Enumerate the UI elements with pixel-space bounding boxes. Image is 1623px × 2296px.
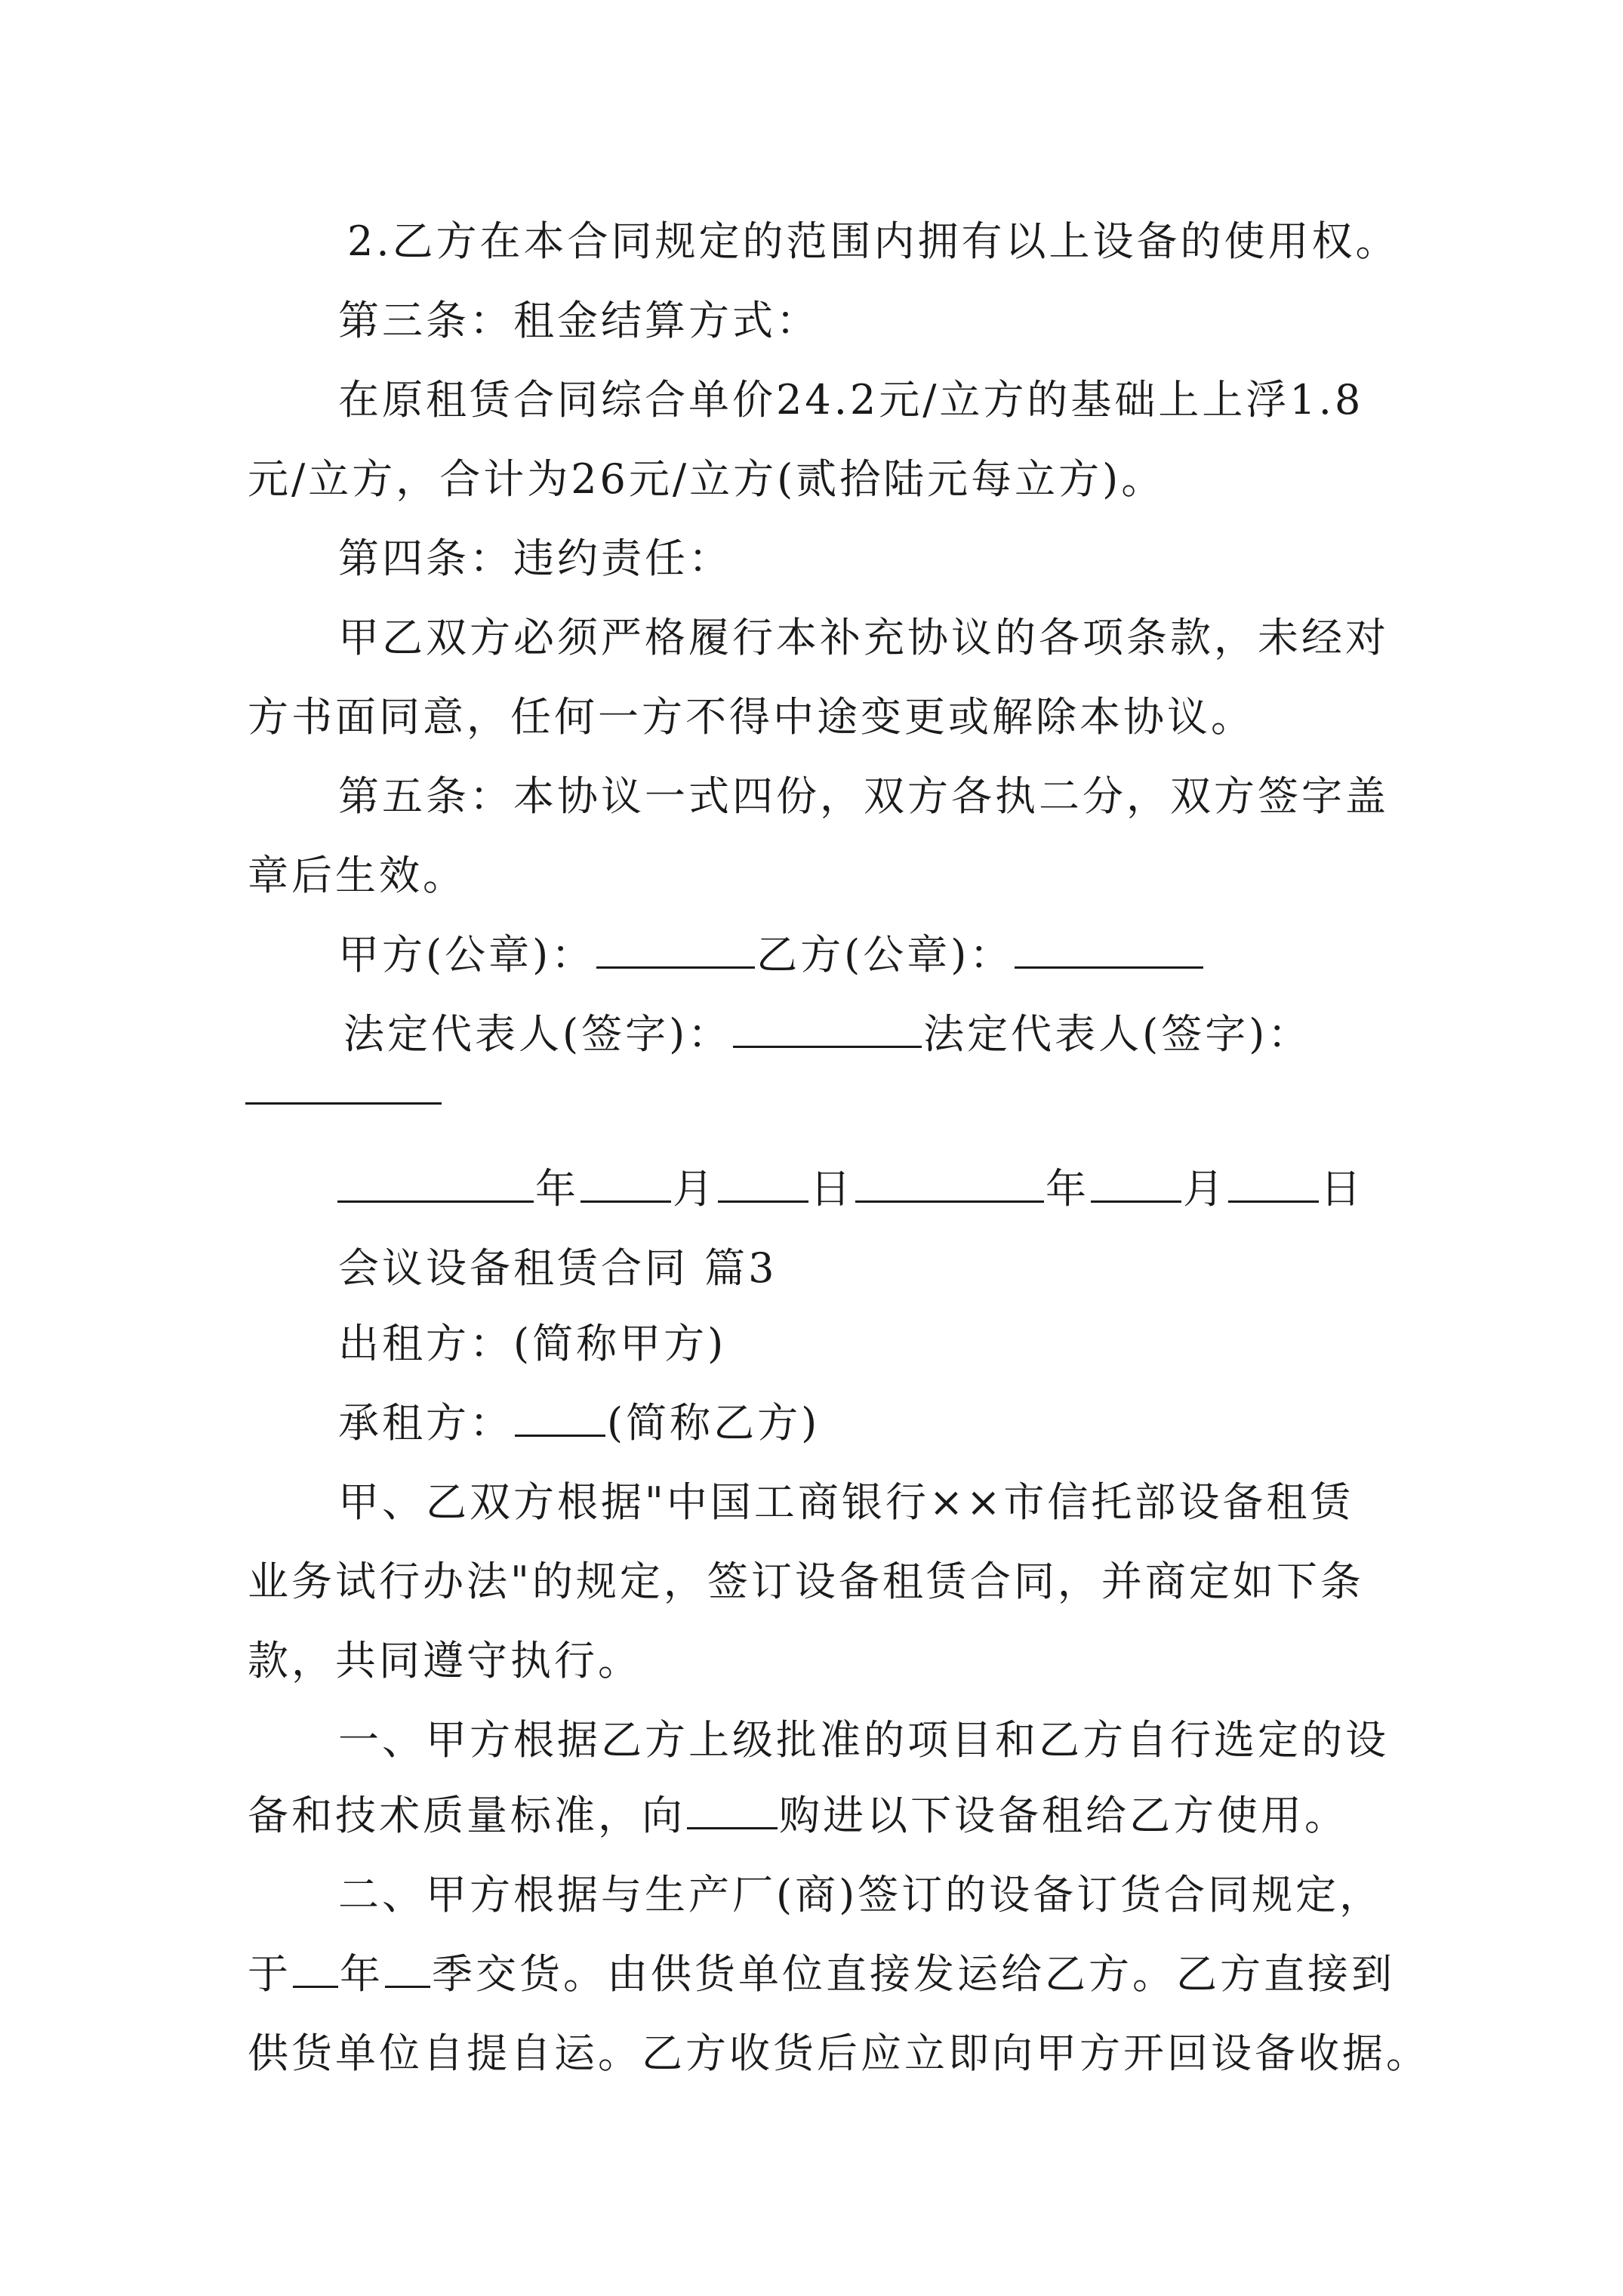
paragraph-line — [248, 1948, 1395, 2001]
clause-heading: 第三条：租金结算方式： — [338, 297, 820, 344]
paragraph-line: 款，共同遵守执行。 — [248, 1637, 642, 1684]
paragraph-line: 业务试行办法"的规定，签订设备租赁合同，并商定如下条 — [248, 1558, 1364, 1605]
line-segment: 购进以下设备租给乙方使用。 — [779, 1792, 1348, 1839]
party-a-rep-blank — [733, 1008, 922, 1048]
party-b-seal-blank — [1015, 929, 1203, 969]
paragraph-line: 二、甲方根据与生产厂(商)签订的设备订货合同规定， — [338, 1871, 1384, 1918]
paragraph-line: 甲、乙双方根据"中国工商银行××市信托部设备租赁 — [338, 1478, 1354, 1526]
year-blank — [337, 1163, 534, 1203]
lessor-line: 出租方：(简称甲方) — [338, 1320, 727, 1367]
paragraph-line: 章后生效。 — [248, 852, 467, 899]
lessee-line — [338, 1397, 820, 1450]
month-label: 月 — [673, 1165, 716, 1213]
representative-line — [343, 1008, 1311, 1061]
supplier-blank — [687, 1789, 778, 1829]
paragraph-line: 第五条：本协议一式四份，双方各执二分，双方签字盖 — [338, 772, 1389, 820]
paragraph-line: 2.乙方在本合同规定的范围内拥有以上设备的使用权。 — [347, 217, 1400, 265]
day-blank — [718, 1163, 808, 1203]
day-label: 日 — [1320, 1165, 1364, 1213]
party-a-seal-label: 甲方(公章)： — [338, 931, 596, 978]
paragraph-line: 供货单位自提自运。乙方收货后应立即向甲方开回设备收据。 — [248, 2029, 1430, 2077]
paragraph-line: 在原租赁合同综合单价24.2元/立方的基础上上浮1.8 — [338, 376, 1364, 424]
quarter-blank — [385, 1948, 430, 1988]
party-a-seal-blank — [596, 929, 755, 969]
year-blank — [855, 1163, 1044, 1203]
month-label: 月 — [1183, 1165, 1227, 1213]
lessee-suffix: (简称乙方) — [607, 1399, 821, 1447]
year-label: 年 — [1046, 1165, 1089, 1213]
day-blank — [1228, 1163, 1319, 1203]
paragraph-line: 元/立方，合计为26元/立方(贰拾陆元每立方)。 — [248, 455, 1166, 503]
line-segment: 年 — [340, 1950, 383, 1998]
month-blank — [581, 1163, 671, 1203]
paragraph-line: 甲乙双方必须严格履行本补充协议的各项条款，未经对 — [338, 614, 1389, 661]
paragraph-line: 一、甲方根据乙方上级批准的项目和乙方自行选定的设 — [338, 1716, 1389, 1764]
line-segment: 于 — [248, 1950, 291, 1998]
seal-line — [338, 929, 1205, 982]
year-blank — [293, 1948, 338, 1988]
paragraph-line: 方书面同意，任何一方不得中途变更或解除本协议。 — [248, 693, 1255, 741]
year-label: 年 — [535, 1165, 579, 1213]
paragraph-line — [248, 1789, 1348, 1842]
section-title: 会议设备租赁合同 篇3 — [338, 1244, 778, 1292]
day-label: 日 — [810, 1165, 854, 1213]
date-line — [336, 1163, 1364, 1216]
month-blank — [1091, 1163, 1181, 1203]
lessee-blank — [515, 1397, 605, 1437]
party-b-rep-blank — [245, 1102, 442, 1105]
line-segment: 季交货。由供货单位直接发运给乙方。乙方直接到 — [432, 1950, 1395, 1998]
party-b-seal-label: 乙方(公章)： — [756, 931, 1014, 978]
clause-heading: 第四条：违约责任： — [338, 535, 732, 582]
line-segment: 备和技术质量标准，向 — [248, 1792, 685, 1839]
party-a-rep-label: 法定代表人(签字)： — [343, 1010, 732, 1058]
lessee-prefix: 承租方： — [338, 1399, 513, 1447]
party-b-rep-label: 法定代表人(签字)： — [923, 1010, 1312, 1058]
